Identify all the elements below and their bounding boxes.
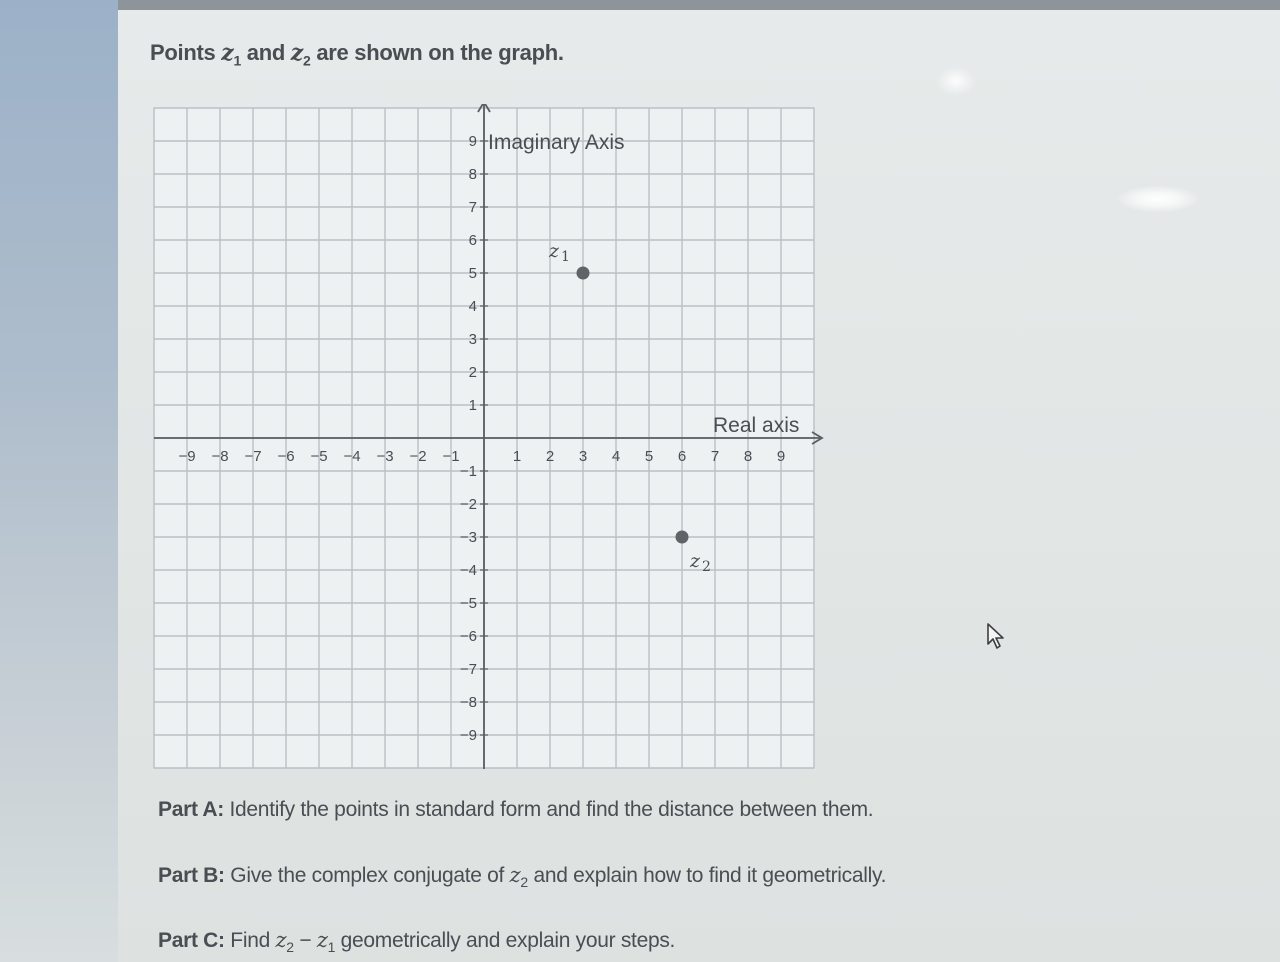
x-tick-label: −5 [310,448,328,465]
x-tick-label: 7 [710,448,720,465]
y-tick-label: 6 [468,232,477,249]
x-tick-label: 2 [545,448,555,465]
screen-glare [1118,186,1198,212]
part-b-label: Part B: [158,864,225,887]
x-tick-label: 3 [578,448,588,465]
y-axis-label: Imaginary Axis [488,131,625,154]
x-tick-label: −9 [178,448,196,465]
x-tick-label: −6 [277,448,295,465]
x-tick-label: −2 [409,448,427,465]
x-tick-label: −3 [376,448,394,465]
part-c-label: Part C: [158,929,225,952]
part-c-variable-2: z [316,928,328,952]
y-tick-label: −1 [459,463,477,480]
part-c-minus: − [299,929,312,952]
point-label-subscript: 1 [561,249,570,265]
x-tick-label: 4 [611,448,621,465]
x-tick-label: −7 [244,448,262,465]
part-a-text: Identify the points in standard form and find the distance between them. [229,798,874,821]
x-tick-label: 1 [512,448,522,465]
part-c-text-2: geometrically and explain your steps. [340,929,676,952]
y-tick-label: −2 [459,496,477,513]
part-c-subscript-1: 2 [286,939,294,956]
x-tick-label: 6 [677,448,687,465]
x-tick-label: 5 [644,448,654,465]
y-tick-label: −7 [459,661,477,678]
part-b-variable: z [509,863,521,887]
y-tick-label: 8 [468,166,477,183]
part-b-subscript: 2 [520,874,528,891]
y-tick-label: −6 [459,628,477,645]
part-a-label: Part A: [158,798,224,821]
point-label-z2: z [690,550,701,572]
y-tick-label: 5 [468,265,477,282]
y-tick-label: 3 [468,331,477,348]
y-tick-label: 9 [468,133,477,150]
y-tick-label: 2 [468,364,477,381]
left-margin [0,0,118,962]
part-c [158,928,675,955]
screen-glare-small [936,66,976,96]
top-bezel [0,0,1280,10]
y-tick-label: −4 [459,562,477,579]
mouse-pointer-icon [986,622,1008,650]
point-z1 [577,267,590,280]
x-tick-label: 8 [743,448,753,465]
y-tick-label: 7 [468,199,477,216]
part-a [158,798,873,822]
point-z2 [676,531,689,544]
point-label-subscript: 2 [702,559,711,575]
x-axis-label: Real axis [713,414,800,437]
y-tick-label: −8 [459,694,477,711]
part-c-text-1: Find [230,929,270,952]
y-tick-label: −5 [459,595,477,612]
part-c-subscript-2: 1 [327,939,336,956]
x-tick-label: −8 [211,448,229,465]
y-tick-label: −3 [459,529,477,546]
question-prompt: Points $z_1$ and $z_2$ are shown on the graph. [150,40,564,69]
point-label-z1: z [549,240,560,262]
y-tick-label: 4 [468,298,477,315]
part-b [158,863,886,890]
part-b-text-1: Give the complex conjugate of [230,864,505,887]
x-tick-label: −4 [343,448,361,465]
x-tick-label: −1 [442,448,460,465]
complex-plane-graph [150,104,830,769]
y-tick-label: −9 [459,727,477,744]
part-b-text-2: and explain how to find it geometrically. [533,864,887,887]
part-c-variable-1: z [275,928,287,952]
x-tick-label: 9 [776,448,786,465]
y-tick-label: 1 [468,397,477,414]
